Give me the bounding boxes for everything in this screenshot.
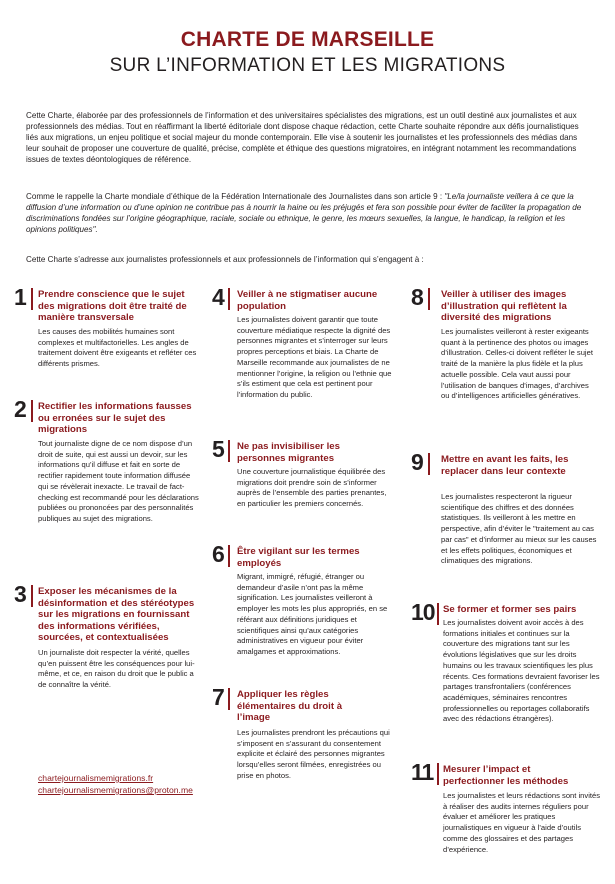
article-title: Mesurer l’impact et perfectionner les méthodes — [443, 764, 569, 787]
article-number: 9 — [411, 449, 424, 475]
email-link[interactable]: chartejournalismemigrations@proton.me — [38, 784, 193, 795]
page-subtitle: SUR L’INFORMATION ET LES MIGRATIONS — [109, 55, 506, 76]
article-body: Une couverture journalistique équilibrée des migrations doit prendre soin de s’informer auprès de l’ensemble des parties prenantes, en particulier les premiers concernés. — [237, 467, 387, 509]
page-title: CHARTE DE MARSEILLE — [180, 28, 435, 51]
article-body: Les journalistes et leurs rédactions sont invités à réaliser des audits internes réguliers pour évaluer et améliorer les pratiques journalistiques en vigueur à l’aide d’outils comme des glossaires et des partages d’expérience. — [443, 791, 601, 854]
article-title: Exposer les mécanismes de la désinformation et des stéréotypes sur les migrations en fournissant des informations vérifiées, sourcées, et contextualisées — [38, 586, 195, 644]
article-number: 5 — [212, 436, 225, 462]
article-number: 6 — [212, 541, 225, 567]
article-number: 7 — [212, 684, 225, 710]
article-title: Appliquer les règles élémentaires du droit à l’image — [237, 689, 343, 724]
article-number: 10 — [411, 599, 435, 625]
intro-paragraph-3 — [26, 255, 592, 266]
article-number: 2 — [14, 396, 27, 422]
ifj-quote: "Le/la journaliste veillera à ce que la diffusion d’une information ou d’une opinion ne contribue pas à nourrir la haine ou les préjugés et fera son possible pour éviter de faciliter la propagation de discriminations fondées sur l’origine géographique, raciale, sociale ou ethnique, le genre, les mœurs sexuelles, la langue, le handicap, la religion et les opinions politiques". — [26, 192, 582, 234]
article-body: Les journalistes prendront les précautions qui s’imposent en s’assurant du consentement explicite et éclairé des personnes migrantes lorsqu’elles seront filmées, enregistrées ou prise en photos. — [237, 728, 390, 780]
article-body: Les journalistes veilleront à rester exigeants quant à la pertinence des photos ou images d’illustration. Celles-ci doivent refléter le sujet traité de la manière la plus fidèle et la plus actuelle possible. Cela vaut aussi pour l’utilisation de banques d’images, d’archives ou d’intelligences artificielles génératives. — [441, 327, 593, 401]
intro-text-1: Cette Charte, élaborée par des professionnels de l’information et des universitaires spécialistes des migrations, est un outil destiné aux journalistes et aux professionnels des médias. Tout en réaffirmant la liberté éditoriale dont dispose chaque rédaction, cette Charte souhaite répondre aux défis journalistiques liés aux migrations, un enjeu politique et social majeur du monde contemporain. Elle vise à soutenir les journalistes et les professionnels des médias dans leur souhait de proposer une couverture de qualité, précise, complète et éthique des questions migratoires, en intégrant notamment les recommandations issues de textes déontologiques de référence. — [26, 111, 579, 164]
article-title: Se former et former ses pairs — [443, 604, 577, 615]
contact-links — [38, 773, 193, 797]
website-link[interactable]: chartejournalismemigrations.fr — [38, 773, 154, 783]
article-title: Mettre en avant les faits, les replacer dans leur contexte — [441, 454, 569, 477]
article-body: Les journalistes doivent garantir que toute couverture médiatique respecte la dignité des personnes migrantes et s’interroger sur leurs propres perceptions et biais. La Charte de Marseille recommande aux journalistes de ne mentionner l’origine, la religion ou l’ethnie que s’ils estiment que cela est pertinent pour l’information du public. — [237, 315, 392, 399]
article-title: Rectifier les informations fausses ou erronées sur le sujet des migrations — [38, 401, 192, 436]
article-title: Prendre conscience que le sujet des migrations doit être traité de manière transversale — [38, 289, 187, 324]
article-body: Tout journaliste digne de ce nom dispose d’un droit de suite, qui est aussi un devoir, sur les informations qu’il diffuse et fait en sorte de rectifier rapidement toute information diffusée qui se révèlerait inexacte. Le travail de fact-checking est recommandé pour les déclarations publiées ou prononcées par des personnalités publiques au sujet des migrations. — [38, 439, 199, 523]
article-body: Les causes des mobilités humaines sont complexes et multifactorielles. Les angles de traitement doivent être exigeants et refléter ces différents prismes. — [38, 327, 197, 369]
intro-text-3: Cette Charte s’adresse aux journalistes professionnels et aux professionnels de l’information qui s’engagent à : — [26, 255, 424, 264]
article-number: 8 — [411, 284, 424, 310]
article-body: Les journalistes respecteront la rigueur scientifique des chiffres et des données statistiques. Ils veilleront à les mettre en perspective, afin d’éviter le "traitement au cas par cas" et d’informer au mieux sur les causes et les effets politiques, économiques et climatiques des migrations. — [441, 492, 597, 566]
intro-paragraph-1 — [26, 111, 592, 166]
article-number: 3 — [14, 581, 27, 607]
article-body: Migrant, immigré, réfugié, étranger ou demandeur d’asile n’ont pas la même signification. Les journalistes veilleront à employer les mots les plus appropriés, en se référant aux définitions juridiques et scientifiques ainsi qu’aux catégories administratives en vigueur pour éviter amalgames et approximations. — [237, 572, 388, 656]
article-title: Veiller à ne stigmatiser aucune population — [237, 289, 378, 312]
article-title: Ne pas invisibiliser les personnes migrantes — [237, 441, 340, 464]
intro-text-2: Comme le rappelle la Charte mondiale d’éthique de la Fédération Internationale des Journalistes dans son article 9 : — [26, 192, 445, 201]
article-title: Être vigilant sur les termes employés — [237, 546, 360, 569]
article-body: Un journaliste doit respecter la vérité, quelles qu’en puissent être les conséquences pour lui-même, et ce, en raison du droit que le public a de connaître la vérité. — [38, 648, 195, 690]
article-body: Les journalistes doivent avoir accès à des formations initiales et continues sur la couverture des migrations tant sur les évolutions législatives que sur les droits humains ou les travaux scientifiques les plus récents. Ces formations devraient favoriser les partages transfrontaliers (conférences académiques, séminaires rencontres professionnelles ou reportages collaboratifs avec des rédactions étrangères). — [443, 618, 600, 724]
article-number: 11 — [411, 759, 434, 785]
article-number: 1 — [14, 284, 27, 310]
intro-paragraph-2 — [26, 192, 592, 236]
article-number: 4 — [212, 284, 225, 310]
article-title: Veiller à utiliser des images d’illustration qui reflètent la diversité des migrations — [441, 289, 567, 324]
